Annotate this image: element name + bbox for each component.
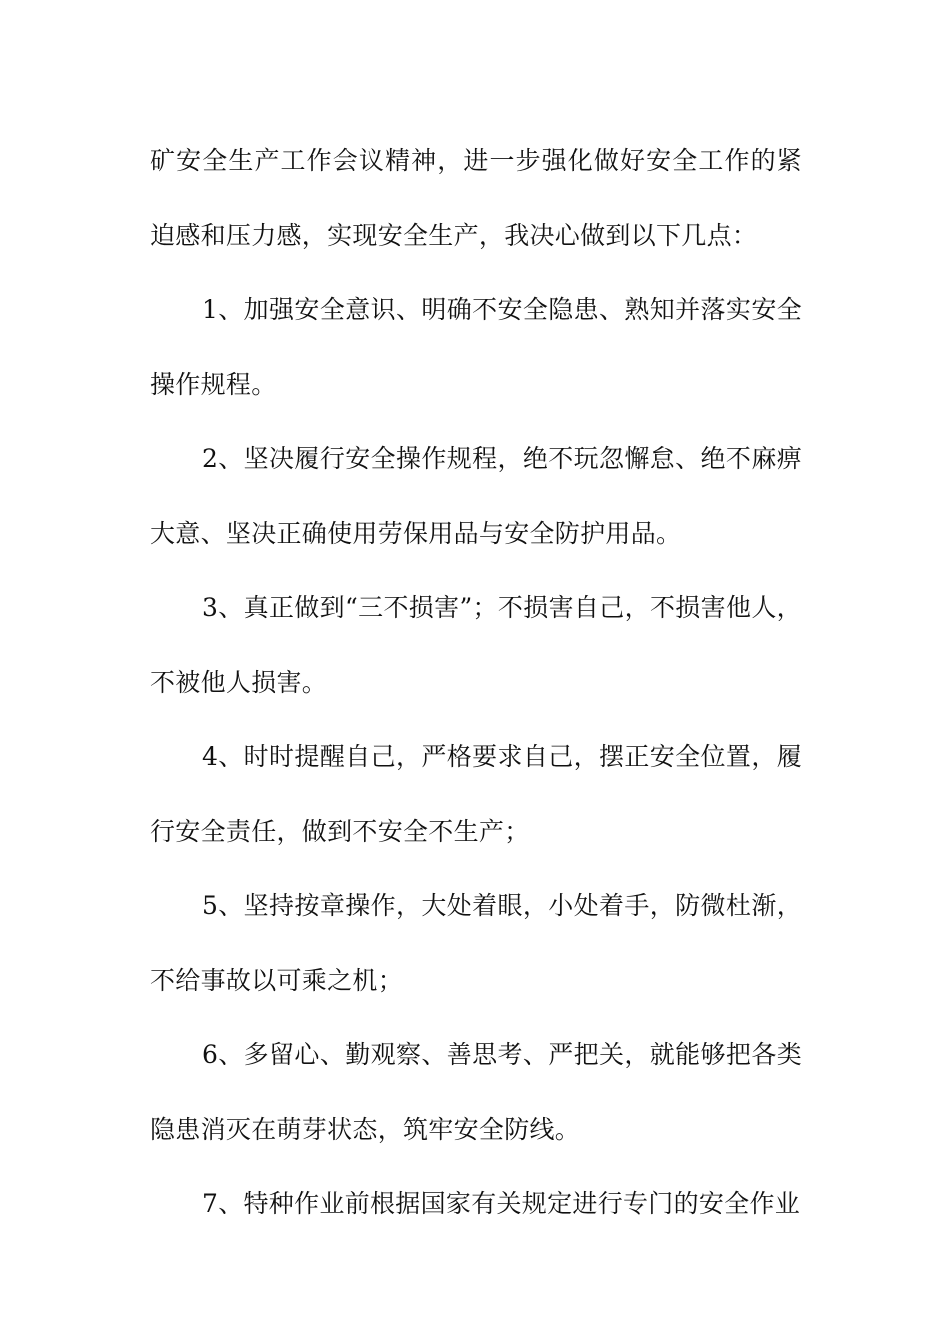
paragraph-item-7: 7、特种作业前根据国家有关规定进行专门的安全作业 <box>202 1189 801 1218</box>
paragraph-item-3: 3、真正做到“三不损害”；不损害自己，不损害他人，不被他人损害。 <box>150 593 802 697</box>
paragraph-item-2: 2、坚决履行安全操作规程，绝不玩忽懈怠、绝不麻痹大意、坚决正确使用劳保用品与安全防护用品。 <box>150 444 802 548</box>
paragraph-item-4: 4、时时提醒自己，严格要求自己，摆正安全位置，履行安全责任，做到不安全不生产； <box>150 742 802 846</box>
paragraph-item-6: 6、多留心、勤观察、善思考、严把关，就能够把各类隐患消灭在萌芽状态，筑牢安全防线。 <box>150 1040 802 1144</box>
paragraph-intro: 矿安全生产工作会议精神，进一步强化做好安全工作的紧迫感和压力感，实现安全生产，我决心做到以下几点： <box>150 146 802 250</box>
paragraph-item-1: 1、加强安全意识、明确不安全隐患、熟知并落实安全操作规程。 <box>150 295 802 399</box>
document-page <box>150 124 802 1242</box>
paragraph-item-5: 5、坚持按章操作，大处着眼，小处着手，防微杜渐，不给事故以可乘之机； <box>150 891 802 995</box>
